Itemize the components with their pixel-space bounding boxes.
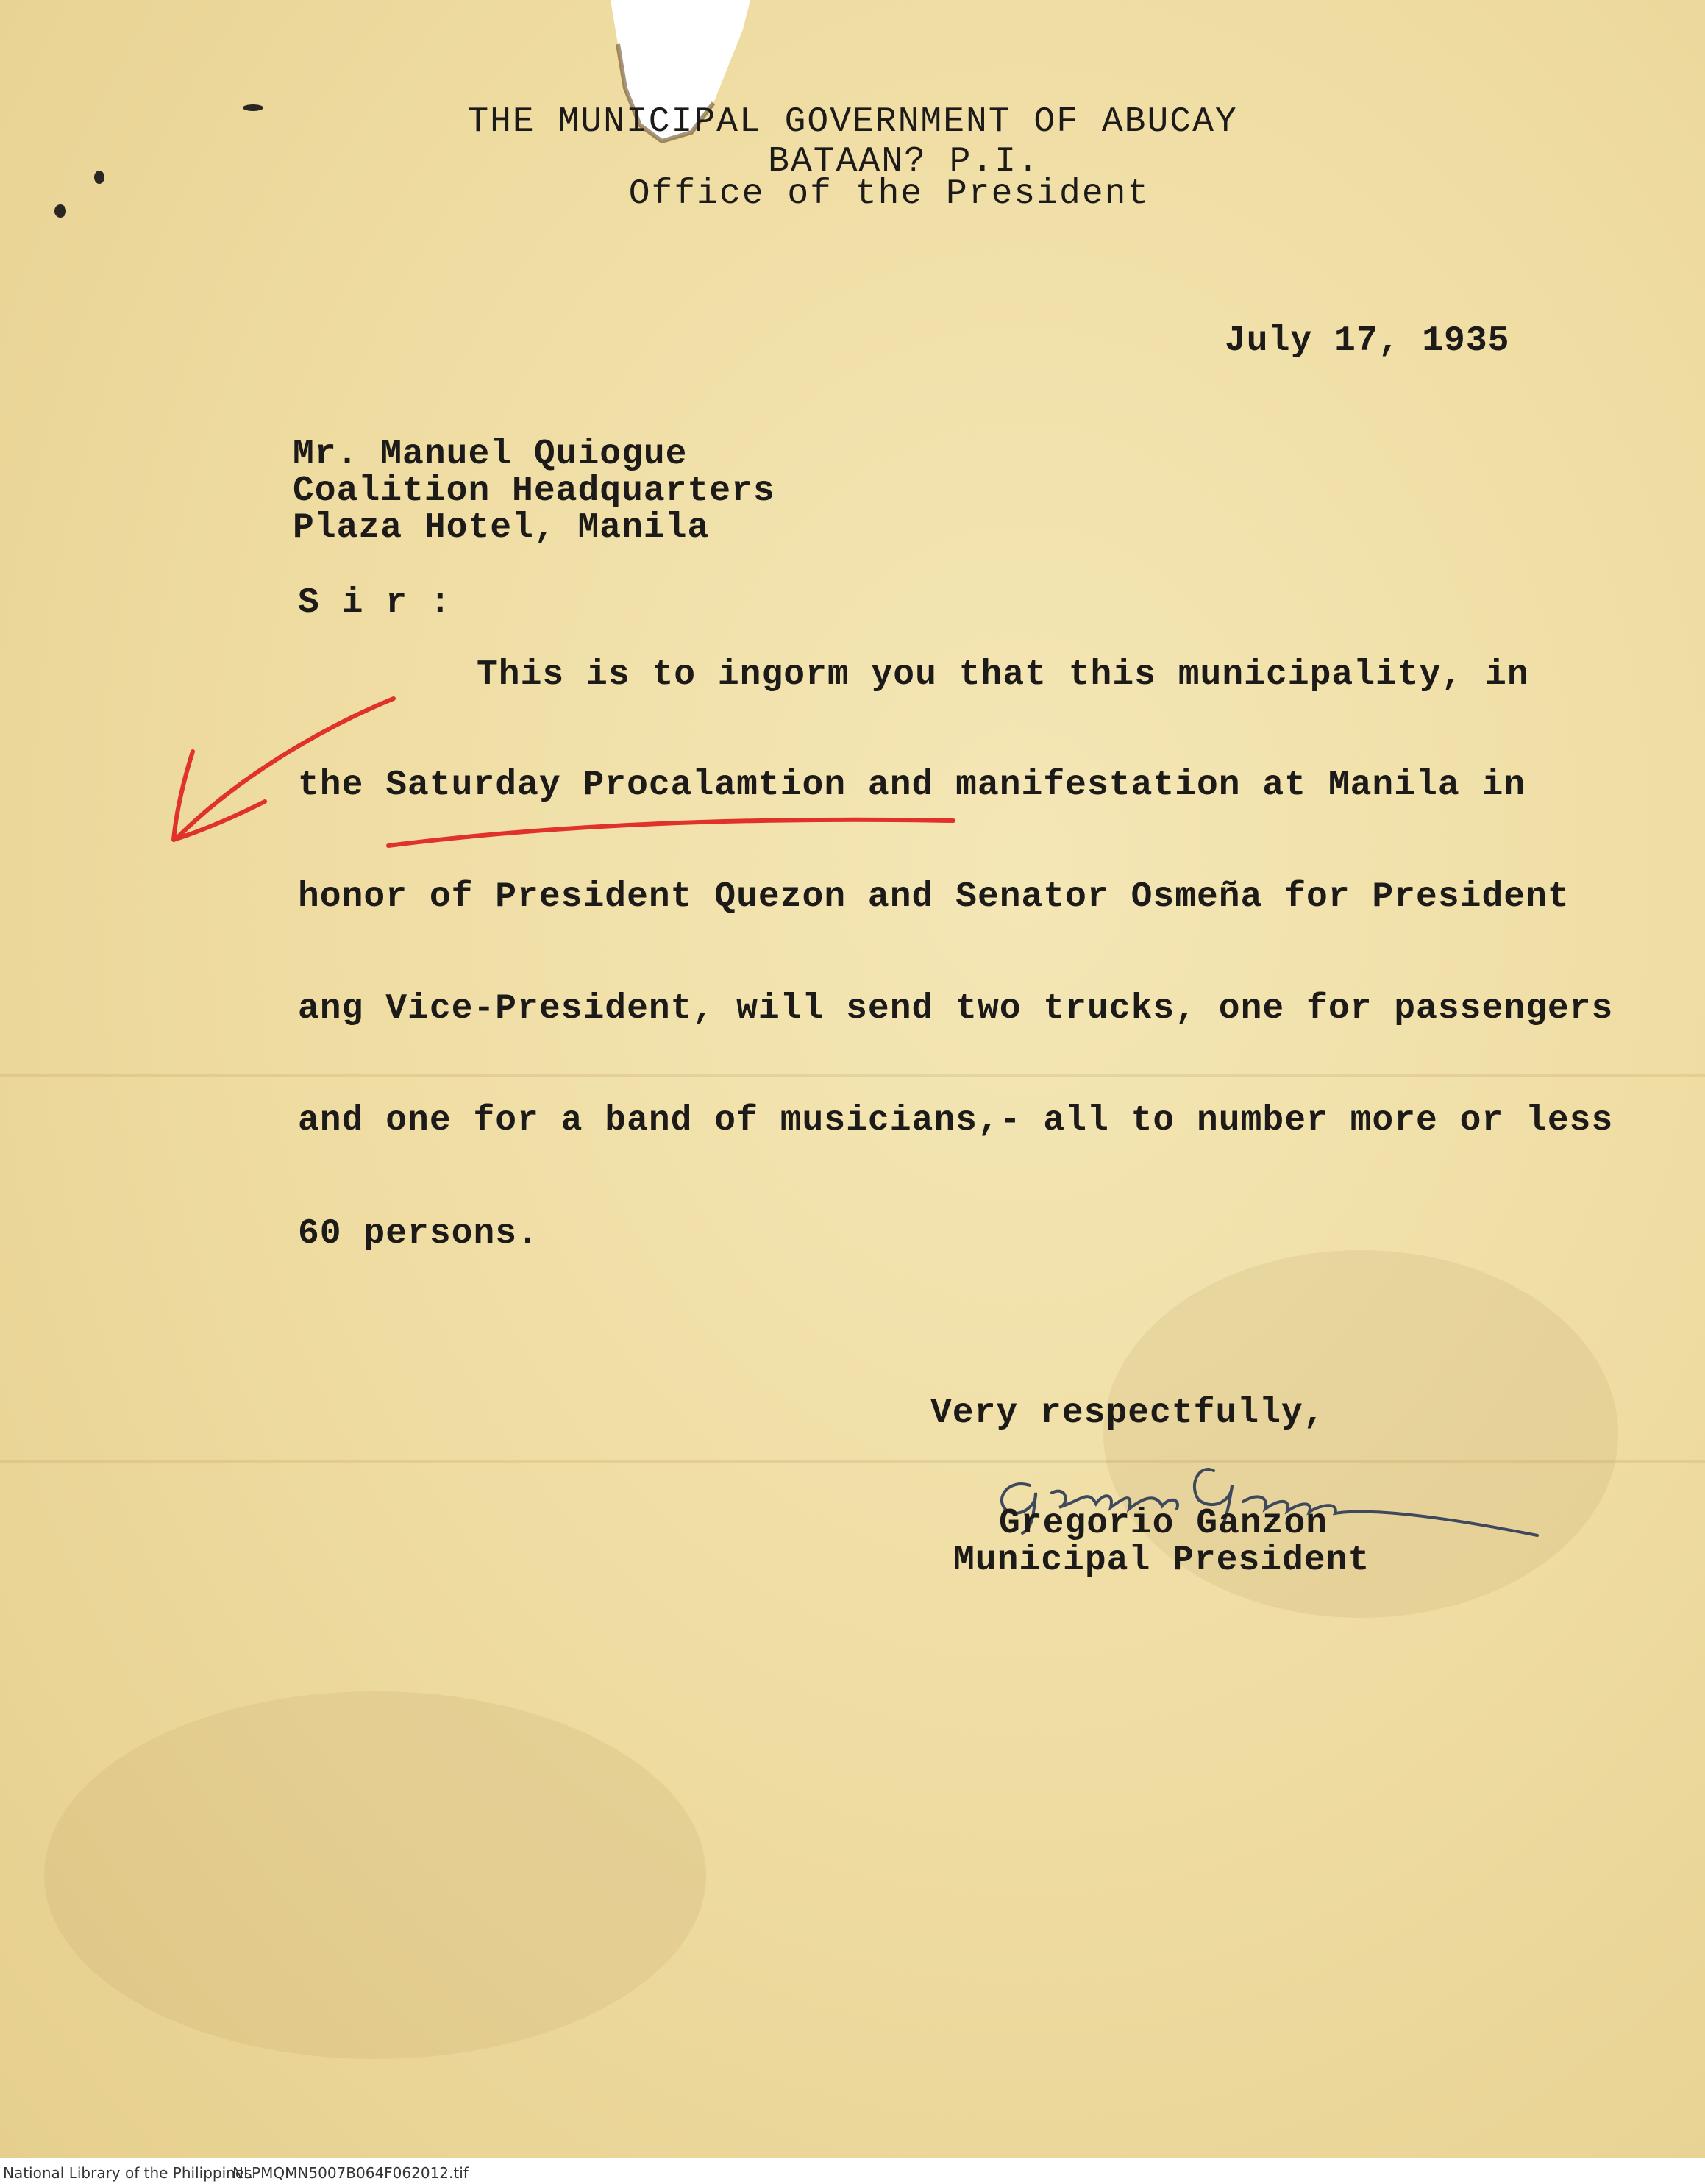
body-line-2: the Saturday Procalamtion and manifestation at Manila in [298,766,1526,805]
body-line-4: ang Vice-President, will send two trucks, one for passengers [298,989,1614,1029]
salutation: S i r : [298,583,452,623]
footer-source: National Library of the Philippines [3,2164,252,2182]
addressee-name: Mr. Manuel Quiogue [293,435,688,474]
letterhead-line2: BATAAN? P.I. [768,142,1040,182]
addressee-address: Plaza Hotel, Manila [293,508,710,548]
signer-name: Gregorio Ganzon [999,1504,1328,1544]
body-line-3: honor of President Quezon and Senator Osmeña for President [298,877,1570,917]
closing: Very respectfully, [930,1393,1325,1433]
body-line-5: and one for a band of musicians,- all to number more or less [298,1101,1614,1141]
paper-stain [44,1691,706,2059]
archive-footer [0,2160,1705,2184]
red-check-mark [174,699,394,840]
addressee-org: Coalition Headquarters [293,471,775,511]
fold-line-middle [0,1074,1705,1077]
letterhead-line3: Office of the President [628,174,1150,214]
red-underline [388,820,953,846]
footer-filename: NLPMQMN5007B064F062012.tif [232,2164,469,2182]
body-line-6: 60 persons. [298,1214,539,1254]
letterhead-line1: THE MUNICIPAL GOVERNMENT OF ABUCAY [467,102,1238,142]
red-pencil-marks [0,0,1705,882]
letter-date: July 17, 1935 [1225,321,1510,361]
signer-title: Municipal President [953,1541,1370,1580]
body-line-1: This is to ingorm you that this municipality, in [477,655,1529,695]
